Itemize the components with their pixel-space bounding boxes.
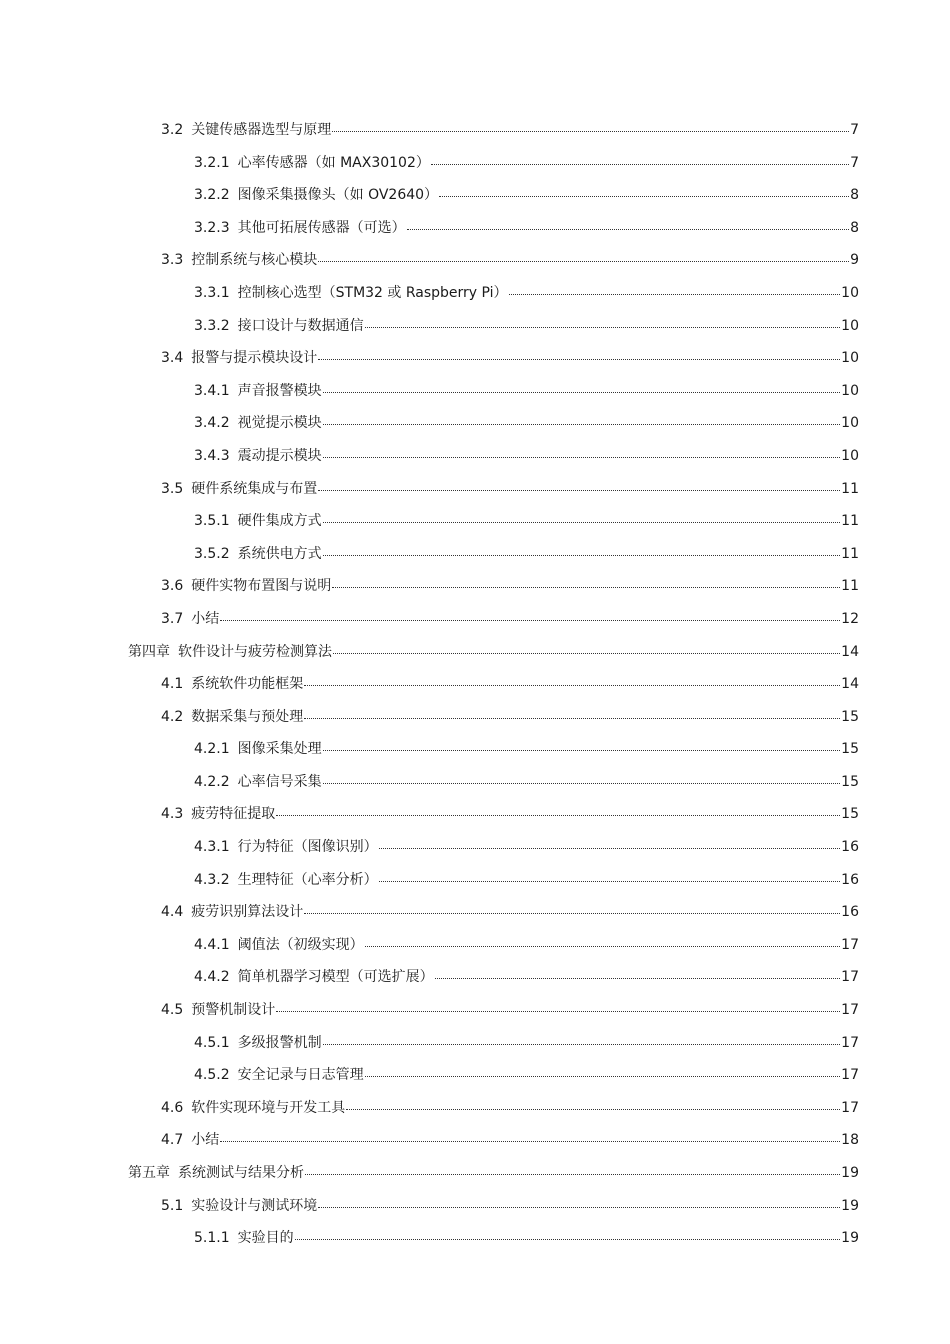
toc-entry[interactable]	[0, 1190, 950, 1223]
toc-entry[interactable]	[0, 1157, 950, 1190]
section-number: 3.2.1	[194, 154, 230, 171]
section-title: 疲劳特征提取	[191, 806, 276, 823]
section-number: 3.7	[161, 610, 184, 627]
toc-entry[interactable]	[0, 440, 950, 473]
section-number: 3.5.1	[194, 513, 230, 530]
page-number: 12	[841, 610, 859, 627]
section-number: 4.5.2	[194, 1067, 230, 1084]
page-number: 17	[841, 1099, 859, 1116]
dot-leader	[304, 912, 840, 914]
section-title: 数据采集与预处理	[191, 708, 304, 725]
section-number: 第四章	[128, 643, 170, 660]
dot-leader	[318, 1206, 840, 1208]
toc-entry[interactable]	[0, 766, 950, 799]
section-title: 系统测试与结果分析	[178, 1165, 304, 1181]
section-number: 4.1	[161, 676, 184, 693]
page-number: 8	[850, 219, 859, 236]
dot-leader	[220, 619, 840, 621]
dot-leader	[304, 717, 840, 719]
dot-leader	[431, 163, 849, 165]
toc-entry-line	[194, 179, 859, 212]
page-number: 17	[841, 936, 859, 953]
section-number: 5.1.1	[194, 1230, 230, 1247]
section-title: 震动提示模块	[237, 447, 322, 464]
dot-leader	[304, 684, 840, 686]
toc-entry[interactable]	[0, 896, 950, 929]
page-number: 10	[841, 447, 859, 464]
page-number: 7	[850, 122, 859, 138]
toc-entry-line	[194, 961, 859, 994]
dot-leader	[346, 1108, 840, 1110]
section-title: 图像采集处理	[237, 741, 322, 758]
section-title: 硬件实物布置图与说明	[191, 578, 332, 595]
toc-entry[interactable]	[0, 668, 950, 701]
dot-leader	[323, 749, 841, 751]
dot-leader	[379, 880, 841, 882]
dot-leader	[323, 456, 841, 458]
dot-leader	[318, 358, 840, 360]
page-number: 17	[841, 969, 859, 986]
section-title: 声音报警模块	[237, 382, 322, 399]
toc-entry-line	[128, 636, 859, 669]
toc-entry-line	[161, 1190, 859, 1223]
page-number: 19	[841, 1230, 859, 1247]
section-number: 3.3	[161, 252, 184, 269]
page-number: 15	[841, 741, 859, 758]
page-number: 14	[841, 643, 859, 660]
page-number: 11	[841, 480, 859, 497]
section-title: 系统软件功能框架	[191, 676, 304, 693]
toc-entry-line	[194, 407, 859, 440]
toc-entry-line	[194, 733, 859, 766]
toc-entry-line	[194, 277, 859, 310]
section-number: 3.6	[161, 578, 184, 595]
page-number: 16	[841, 839, 859, 856]
toc-entry-line	[194, 1059, 859, 1092]
section-title: 生理特征（心率分析）	[237, 871, 378, 888]
page-number: 17	[841, 1034, 859, 1051]
toc-entry-line	[161, 342, 859, 375]
section-title: 预警机制设计	[191, 1002, 276, 1019]
section-title: 硬件集成方式	[237, 513, 322, 530]
toc-entry[interactable]	[0, 375, 950, 408]
toc-entry-line	[161, 473, 859, 506]
section-number: 4.2.2	[194, 773, 230, 790]
toc-entry[interactable]	[0, 538, 950, 571]
section-title: 图像采集摄像头（如 OV2640）	[237, 187, 439, 204]
page-number: 15	[841, 806, 859, 823]
toc-entry[interactable]	[0, 1092, 950, 1125]
toc-entry[interactable]	[0, 1027, 950, 1060]
dot-leader	[276, 1010, 840, 1012]
toc-entry-line	[128, 1157, 859, 1190]
page-number: 17	[841, 1002, 859, 1019]
toc-entry-line	[194, 766, 859, 799]
toc-entry[interactable]	[0, 831, 950, 864]
dot-leader	[305, 1173, 840, 1175]
section-number: 3.4	[161, 350, 184, 367]
toc-entry-line	[161, 603, 859, 636]
dot-leader	[332, 586, 840, 588]
page-number: 7	[850, 154, 859, 171]
toc-entry-line	[161, 570, 859, 603]
dot-leader	[323, 554, 841, 556]
dot-leader	[220, 1140, 840, 1142]
toc-entry-line	[194, 929, 859, 962]
section-number: 4.3	[161, 806, 184, 823]
section-title: 阈值法（初级实现）	[237, 936, 364, 953]
toc-entry-line	[161, 896, 859, 929]
toc-entry-line	[194, 831, 859, 864]
dot-leader	[323, 391, 841, 393]
dot-leader	[435, 977, 841, 979]
section-number: 4.3.1	[194, 839, 230, 856]
toc-entry[interactable]	[0, 277, 950, 310]
section-title: 软件设计与疲劳检测算法	[178, 643, 332, 660]
toc-entry[interactable]	[0, 244, 950, 277]
toc-entry-line	[161, 668, 859, 701]
toc-entry[interactable]	[0, 1222, 950, 1255]
section-title: 多级报警机制	[237, 1034, 322, 1051]
section-number: 3.2	[161, 122, 184, 138]
section-title: 接口设计与数据通信	[237, 317, 364, 334]
toc-entry-line	[194, 375, 859, 408]
page-number: 11	[841, 513, 859, 530]
toc-entry-line	[194, 212, 859, 245]
section-number: 4.3.2	[194, 871, 230, 888]
page-number: 16	[841, 904, 859, 921]
toc-entry-line	[161, 1124, 859, 1157]
toc-entry-line	[161, 994, 859, 1027]
page-number: 19	[841, 1197, 859, 1214]
section-number: 3.2.2	[194, 187, 230, 204]
toc-entry-line	[194, 440, 859, 473]
section-title: 其他可拓展传感器（可选）	[237, 219, 406, 236]
section-title: 关键传感器选型与原理	[191, 122, 332, 138]
toc-entry[interactable]	[0, 701, 950, 734]
toc-entry[interactable]	[0, 636, 950, 669]
page-number: 11	[841, 545, 859, 562]
toc-entry-line	[161, 244, 859, 277]
dot-leader	[323, 1043, 841, 1045]
page-number: 18	[841, 1132, 859, 1149]
dot-leader	[407, 228, 849, 230]
toc-entry[interactable]	[0, 864, 950, 897]
section-title: 软件实现环境与开发工具	[191, 1099, 346, 1116]
dot-leader	[323, 782, 841, 784]
section-number: 4.4.2	[194, 969, 230, 986]
toc-entry[interactable]	[0, 212, 950, 245]
section-title: 实验设计与测试环境	[191, 1197, 318, 1214]
page-number: 10	[841, 284, 859, 301]
page-number: 17	[841, 1067, 859, 1084]
page-number: 10	[841, 317, 859, 334]
toc-entry-line	[194, 1222, 859, 1255]
page-number: 8	[850, 187, 859, 204]
section-number: 第五章	[128, 1165, 170, 1181]
section-number: 4.2.1	[194, 741, 230, 758]
toc-entry[interactable]	[0, 994, 950, 1027]
dot-leader	[365, 1075, 841, 1077]
dot-leader	[323, 423, 841, 425]
page-number: 10	[841, 350, 859, 367]
section-number: 3.2.3	[194, 219, 230, 236]
toc-entry-line	[194, 864, 859, 897]
section-title: 系统供电方式	[237, 545, 322, 562]
section-number: 4.4.1	[194, 936, 230, 953]
page-number: 16	[841, 871, 859, 888]
page-number: 10	[841, 415, 859, 432]
dot-leader	[509, 293, 841, 295]
section-title: 控制系统与核心模块	[191, 252, 318, 269]
toc-entry[interactable]	[0, 505, 950, 538]
section-number: 3.5	[161, 480, 184, 497]
toc-entry[interactable]	[0, 603, 950, 636]
toc-entry[interactable]	[0, 310, 950, 343]
dot-leader	[439, 195, 849, 197]
toc-entry-line	[161, 701, 859, 734]
dot-leader	[318, 489, 840, 491]
toc-entry[interactable]	[0, 342, 950, 375]
section-title: 视觉提示模块	[237, 415, 322, 432]
toc-entry[interactable]	[0, 179, 950, 212]
dot-leader	[323, 521, 841, 523]
toc-entry[interactable]	[0, 147, 950, 180]
dot-leader	[276, 814, 840, 816]
section-title: 报警与提示模块设计	[191, 350, 318, 367]
section-title: 心率传感器（如 MAX30102）	[237, 154, 430, 171]
section-number: 4.5	[161, 1002, 184, 1019]
dot-leader	[295, 1238, 841, 1240]
page-number: 15	[841, 708, 859, 725]
section-number: 4.4	[161, 904, 184, 921]
dot-leader	[379, 847, 841, 849]
toc-entry[interactable]	[0, 114, 950, 147]
section-number: 3.4.1	[194, 382, 230, 399]
toc-entry-line	[161, 114, 859, 147]
page-number: 19	[841, 1165, 859, 1181]
toc-entry[interactable]	[0, 929, 950, 962]
dot-leader	[333, 652, 840, 654]
toc-entry-line	[161, 798, 859, 831]
toc-entry[interactable]	[0, 798, 950, 831]
dot-leader	[365, 945, 841, 947]
section-title: 小结	[191, 1132, 220, 1149]
page-number: 14	[841, 676, 859, 693]
section-number: 4.6	[161, 1099, 184, 1116]
section-number: 5.1	[161, 1197, 184, 1214]
dot-leader	[332, 130, 849, 132]
toc-entry-line	[194, 538, 859, 571]
dot-leader	[365, 326, 841, 328]
toc-entry[interactable]	[0, 961, 950, 994]
page-number: 10	[841, 382, 859, 399]
section-title: 硬件系统集成与布置	[191, 480, 318, 497]
toc-entry[interactable]	[0, 570, 950, 603]
section-number: 4.5.1	[194, 1034, 230, 1051]
toc-entry-line	[194, 505, 859, 538]
section-title: 简单机器学习模型（可选扩展）	[237, 969, 434, 986]
toc-entry[interactable]	[0, 1059, 950, 1092]
toc-entry[interactable]	[0, 733, 950, 766]
dot-leader	[318, 260, 849, 262]
section-title: 小结	[191, 610, 220, 627]
section-number: 3.4.3	[194, 447, 230, 464]
toc-entry-line	[194, 310, 859, 343]
toc-entry-line	[194, 147, 859, 180]
toc-entry[interactable]	[0, 407, 950, 440]
section-number: 3.4.2	[194, 415, 230, 432]
section-number: 3.5.2	[194, 545, 230, 562]
table-of-contents	[0, 114, 950, 1255]
page-number: 11	[841, 578, 859, 595]
section-title: 心率信号采集	[237, 773, 322, 790]
section-title: 行为特征（图像识别）	[237, 839, 378, 856]
section-title: 安全记录与日志管理	[237, 1067, 364, 1084]
toc-entry[interactable]	[0, 1124, 950, 1157]
toc-entry[interactable]	[0, 473, 950, 506]
section-title: 疲劳识别算法设计	[191, 904, 304, 921]
section-number: 4.2	[161, 708, 184, 725]
section-number: 4.7	[161, 1132, 184, 1149]
section-number: 3.3.1	[194, 284, 230, 301]
page-number: 15	[841, 773, 859, 790]
section-number: 3.3.2	[194, 317, 230, 334]
page-number: 9	[850, 252, 859, 269]
toc-entry-line	[194, 1027, 859, 1060]
section-title: 控制核心选型（STM32 或 Raspberry Pi）	[237, 284, 508, 301]
section-title: 实验目的	[237, 1230, 294, 1247]
toc-entry-line	[161, 1092, 859, 1125]
